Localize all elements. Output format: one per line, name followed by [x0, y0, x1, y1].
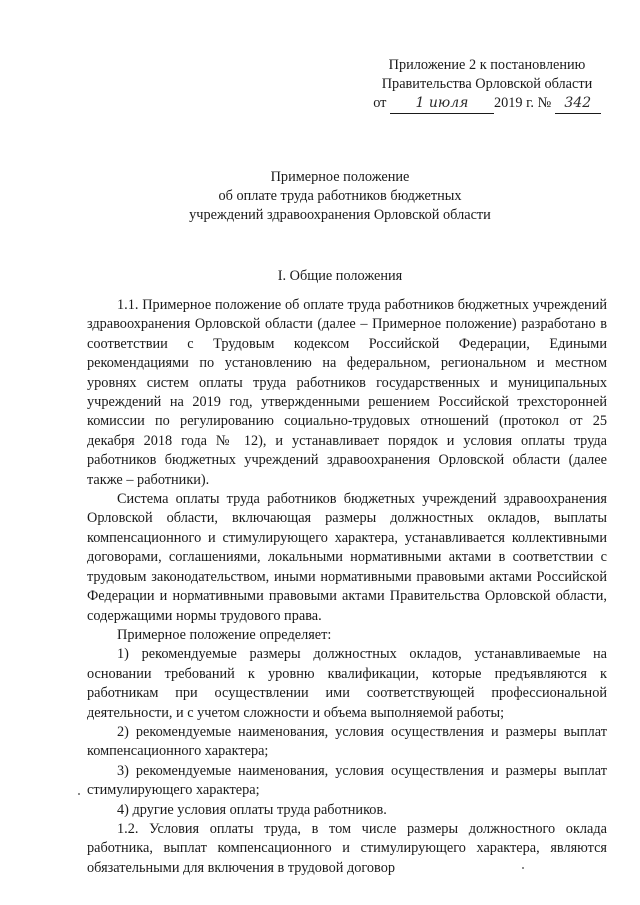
attachment-header [352, 56, 622, 114]
paragraph-1-2: 1.2. Условия оплаты труда, в том числе размеры должностного оклада работника, выплат компенсационного и стимулирующего характера, являются обязательными для включения в трудовой договор [87, 820, 607, 876]
scan-speck [522, 867, 524, 869]
title-line-3: учреждений здравоохранения Орловской области [189, 207, 491, 223]
date-blank [390, 94, 494, 114]
title-line-1: Примерное положение [270, 169, 410, 185]
list-item-4: 4) другие условия оплаты труда работников. [117, 801, 387, 818]
scan-speck [78, 793, 80, 795]
handwritten-date: 1 июля [415, 95, 469, 111]
number-label: № [537, 95, 552, 111]
from-label: от [373, 95, 387, 111]
attachment-line-2: Правительства Орловской области [381, 76, 593, 92]
list-item-1: 1) рекомендуемые размеры должностных окладов, устанавливаемые на основании требований к уровню квалификации, которые предъявляются к работникам при осуществлении ими соответствующей профессиональной деятельности, и с учетом сложности и объема выполняемой работы; [87, 646, 607, 721]
year-text: 2019 г. [493, 95, 534, 111]
attachment-date-line [352, 94, 622, 114]
number-blank [555, 94, 601, 114]
document-title [60, 168, 620, 225]
title-line-2: об оплате труда работников бюджетных [218, 188, 462, 204]
attachment-line-1: Приложение 2 к постановлению [388, 57, 586, 73]
paragraph-system: Система оплаты труда работников бюджетных учреждений здравоохранения Орловской области, включающая размеры должностных окладов, выплаты компенсационного и стимулирующего характера, устанавливается коллективными договорами, соглашениями, локальными нормативными актами в соответствии с трудовым законодательством, иными нормативными правовыми актами Российской Федерации и нормативными правовыми актами Правительства Орловской области, содержащими нормы трудового права. [87, 491, 607, 624]
handwritten-number: 342 [564, 95, 592, 111]
list-item-2: 2) рекомендуемые наименования, условия осуществления и размеры выплат компенсационного характера; [87, 723, 607, 760]
paragraph-1-1: 1.1. Примерное положение об оплате труда работников бюджетных учреждений здравоохранения Орловской области (далее – Примерное положение) разработано в соответствии с Трудовым кодексом Российской Федерации, Едиными рекомендациями по установлению на федеральном, региональном и местном уровнях систем оплаты труда работников государственных и муниципальных учреждений на 2019 год, утвержденными решением Российской трехсторонней комиссии по регулированию социально-трудовых отношений (протокол от 25 декабря 2018 года № 12), и устанавливает порядок и условия оплаты труда работников бюджетных учреждений здравоохранения Орловской области (далее также – работники). [87, 297, 607, 488]
paragraph-defines: Примерное положение определяет: [117, 626, 332, 643]
section-heading: I. Общие положения [277, 268, 403, 284]
document-body [87, 296, 607, 878]
list-item-3: 3) рекомендуемые наименования, условия осуществления и размеры выплат стимулирующего характера; [87, 762, 607, 799]
